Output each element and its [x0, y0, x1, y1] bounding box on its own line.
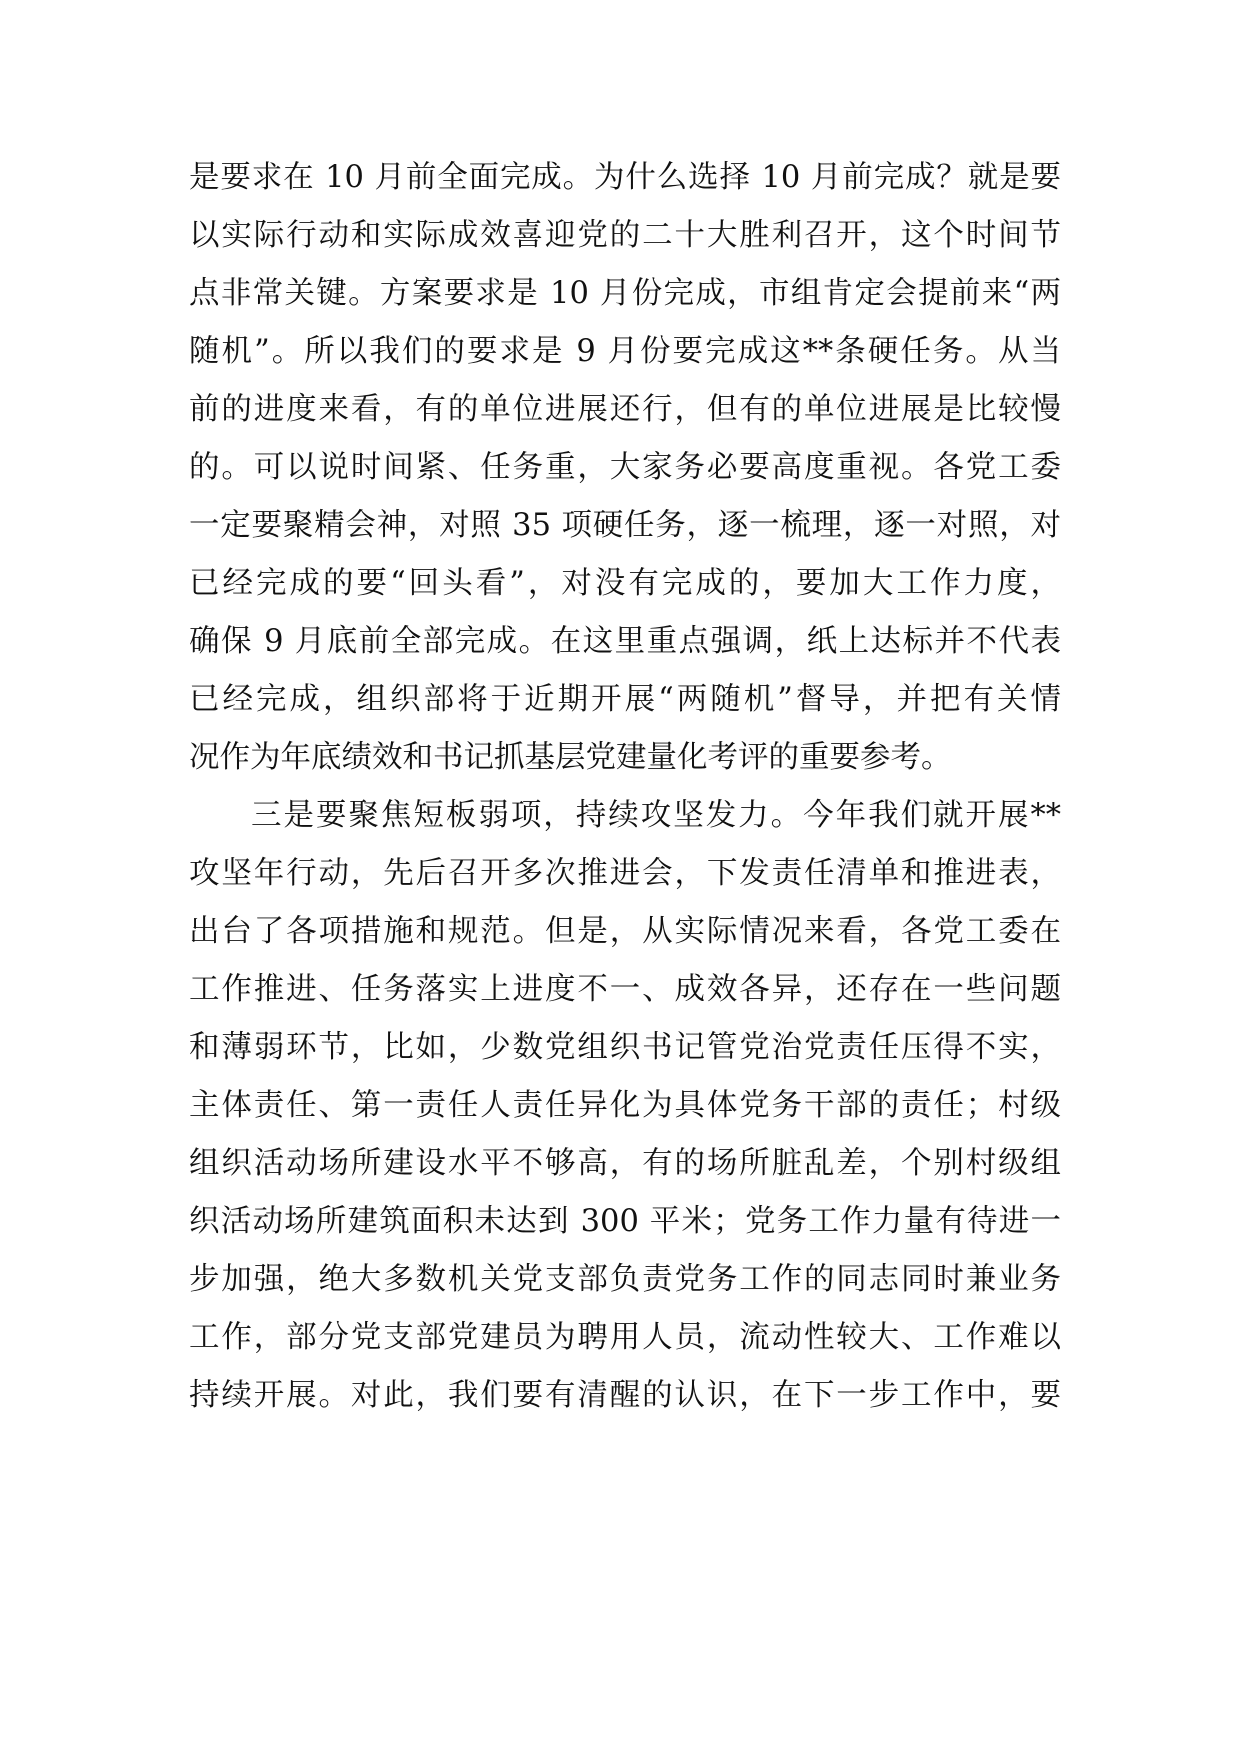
paragraph-2-line-11: 持续开展。对此，我们要有清醒的认识，在下一步工作中，要	[189, 1378, 1061, 1413]
paragraph-1-line-6: 的。可以说时间紧、任务重，大家务必要高度重视。各党工委	[189, 450, 1061, 485]
paragraph-1-line-5: 前的进度来看，有的单位进展还行，但有的单位进展是比较慢	[189, 392, 1061, 427]
paragraph-2-line-3: 出台了各项措施和规范。但是，从实际情况来看，各党工委在	[189, 914, 1061, 949]
paragraph-2-line-5: 和薄弱环节，比如，少数党组织书记管党治党责任压得不实，	[189, 1030, 1061, 1065]
paragraph-1-line-4: 随机”。所以我们的要求是 9 月份要完成这**条硬任务。从当	[189, 334, 1061, 369]
paragraph-1-line-2: 以实际行动和实际成效喜迎党的二十大胜利召开，这个时间节	[189, 218, 1061, 253]
paragraph-1-line-9: 确保 9 月底前全部完成。在这里重点强调，纸上达标并不代表	[189, 624, 1061, 659]
paragraph-1-line-7: 一定要聚精会神，对照 35 项硬任务，逐一梳理，逐一对照，对	[189, 508, 1061, 543]
paragraph-2-line-10: 工作，部分党支部党建员为聘用人员，流动性较大、工作难以	[189, 1320, 1061, 1355]
paragraph-2-line-7: 组织活动场所建设水平不够高，有的场所脏乱差，个别村级组	[189, 1146, 1061, 1181]
paragraph-2-line-4: 工作推进、任务落实上进度不一、成效各异，还存在一些问题	[189, 972, 1061, 1007]
paragraph-2-line-1: 三是要聚焦短板弱项，持续攻坚发力。今年我们就开展**	[251, 798, 1061, 833]
paragraph-1-line-8: 已经完成的要“回头看”，对没有完成的，要加大工作力度，	[189, 566, 1061, 601]
paragraph-1-line-1: 是要求在 10 月前全面完成。为什么选择 10 月前完成？就是要	[189, 160, 1061, 195]
paragraph-2-line-6: 主体责任、第一责任人责任异化为具体党务干部的责任；村级	[189, 1088, 1061, 1123]
paragraph-1-line-3: 点非常关键。方案要求是 10 月份完成，市组肯定会提前来“两	[189, 276, 1061, 311]
paragraph-2-line-9: 步加强，绝大多数机关党支部负责党务工作的同志同时兼业务	[189, 1262, 1061, 1297]
paragraph-1-line-10: 已经完成，组织部将于近期开展“两随机”督导，并把有关情	[189, 682, 1061, 717]
paragraph-2-line-8: 织活动场所建筑面积未达到 300 平米；党务工作力量有待进一	[189, 1204, 1061, 1239]
paragraph-2-line-2: 攻坚年行动，先后召开多次推进会，下发责任清单和推进表，	[189, 856, 1061, 891]
paragraph-1-line-11: 况作为年底绩效和书记抓基层党建量化考评的重要参考。	[189, 740, 952, 775]
